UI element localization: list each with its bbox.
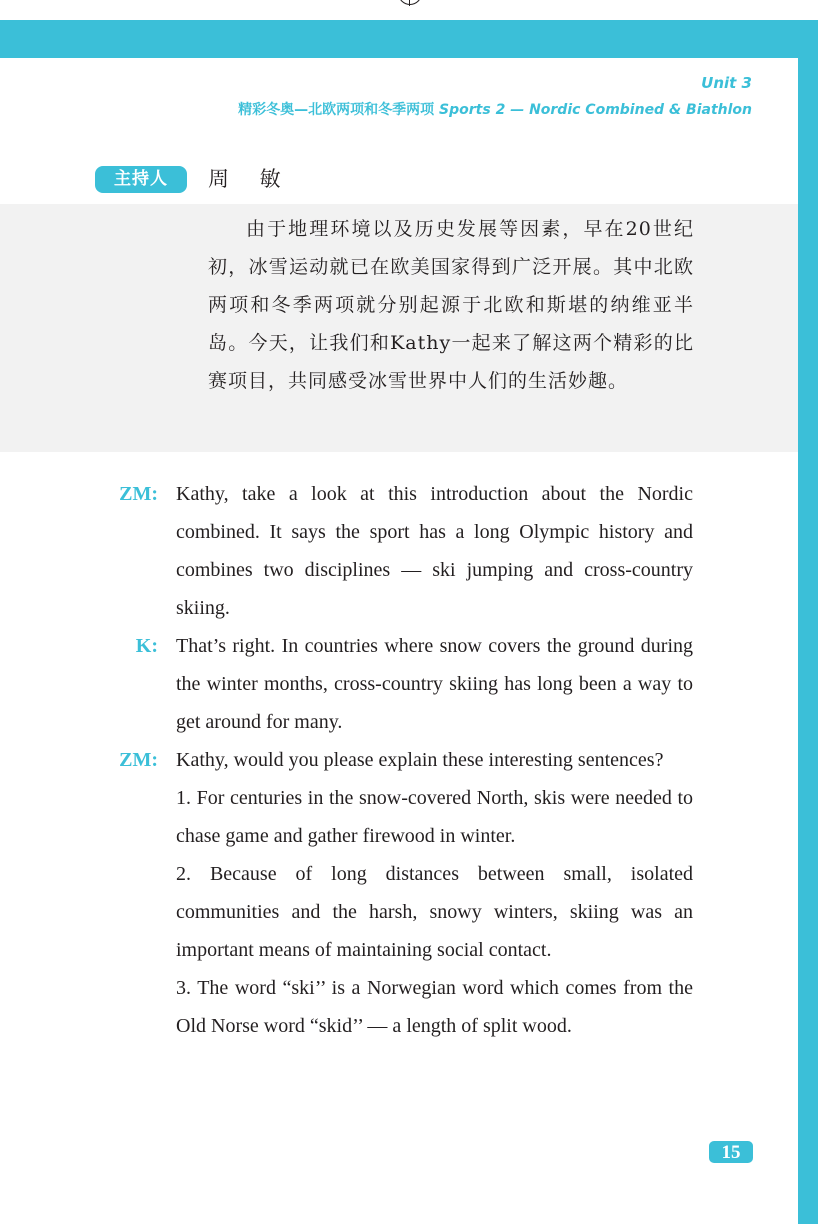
sentence-3: 3. The word “ski’’ is a Norwegian word which comes from the Old Norse word “skid’’ — a length of split wood. bbox=[176, 977, 693, 1037]
speaker-label: ZM: bbox=[119, 749, 158, 771]
speaker-label: ZM: bbox=[119, 483, 158, 505]
host-badge: 主持人 bbox=[95, 166, 187, 193]
dialogue-paragraph: Kathy, would you please explain these interesting sentences? bbox=[176, 749, 664, 771]
registration-mark bbox=[398, 0, 422, 5]
dialogue-turn bbox=[0, 627, 818, 741]
speaker-label: K: bbox=[135, 635, 158, 657]
host-name: 周 敏 bbox=[208, 167, 293, 191]
intro-text: 由于地理环境以及历史发展等因素，早在20世纪初，冰雪运动就已在欧美国家得到广泛开展。其中北欧两项和冬季两项就分别起源于北欧和斯堪的纳维亚半岛。今天，让我们和Kathy一起来了解这两个精彩的比赛项目，共同感受冰雪世界中人们的生活妙趣。 bbox=[208, 218, 694, 392]
dialogue-paragraph: That’s right. In countries where snow covers the ground during the winter months, cross-country skiing has long been a way to get around for many. bbox=[176, 635, 693, 733]
unit-label: Unit 3 bbox=[701, 74, 752, 92]
dialogue-turn bbox=[0, 741, 818, 1045]
dialogue bbox=[0, 475, 818, 1045]
header-band bbox=[0, 20, 818, 58]
unit-subtitle-cn: 精彩冬奥—北欧两项和冬季两项 bbox=[238, 102, 435, 118]
dialogue-turn bbox=[0, 475, 818, 627]
unit-subtitle-en: Sports 2 — Nordic Combined & Biathlon bbox=[439, 102, 752, 118]
sentence-1: 1. For centuries in the snow-covered North, skis were needed to chase game and gather firewood in winter. bbox=[176, 787, 693, 847]
dialogue-paragraph: Kathy, take a look at this introduction about the Nordic combined. It says the sport has a long Olympic history and combines two disciplines — ski jumping and cross-country skiing. bbox=[176, 483, 693, 619]
unit-subtitle bbox=[238, 99, 752, 119]
sentence-2: 2. Because of long distances between small, isolated communities and the harsh, snowy winters, skiing was an important means of maintaining social contact. bbox=[176, 863, 693, 961]
page-number: 15 bbox=[709, 1141, 753, 1163]
